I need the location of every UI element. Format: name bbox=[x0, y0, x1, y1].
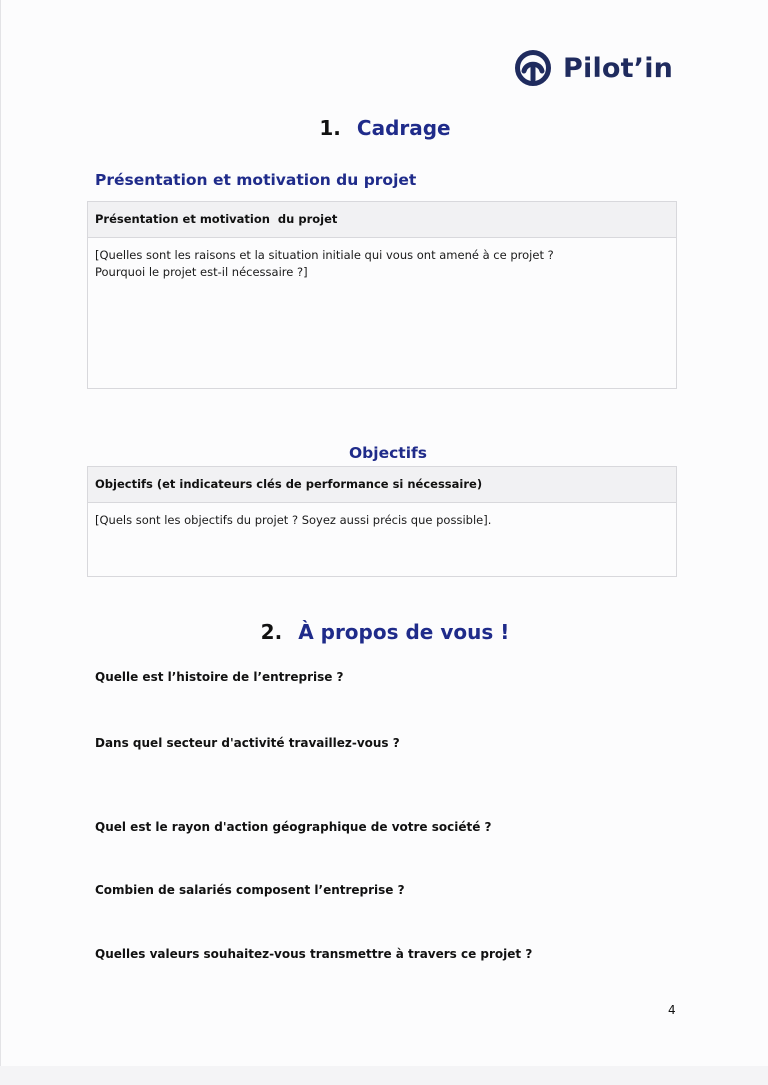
presentation-table-header: Présentation et motivation du projet bbox=[88, 202, 676, 238]
question-project-values: Quelles valeurs souhaitez-vous transmettre à travers ce projet ? bbox=[95, 947, 533, 961]
subsection-presentation-title: Présentation et motivation du projet bbox=[95, 171, 417, 189]
presentation-table bbox=[87, 201, 677, 389]
objectives-title: Objectifs bbox=[349, 444, 427, 462]
section-1-title: Cadrage bbox=[356, 116, 451, 140]
section-2-heading bbox=[1, 620, 768, 644]
pilotin-logo bbox=[513, 48, 673, 88]
page-number: 4 bbox=[668, 1003, 676, 1017]
presentation-body-line-1: [Quelles sont les raisons et la situation initiale qui vous ont amené à ce projet ? bbox=[95, 248, 554, 262]
pilotin-logo-icon bbox=[513, 48, 553, 88]
question-employee-count: Combien de salariés composent l’entreprise ? bbox=[95, 883, 405, 897]
question-company-history: Quelle est l’histoire de l’entreprise ? bbox=[95, 670, 344, 684]
presentation-table-body bbox=[88, 238, 676, 281]
section-1-number: 1. bbox=[319, 116, 341, 140]
objectives-table bbox=[87, 466, 677, 577]
question-business-sector: Dans quel secteur d'activité travaillez-vous ? bbox=[95, 736, 400, 750]
objectives-table-header: Objectifs (et indicateurs clés de performance si nécessaire) bbox=[88, 467, 676, 503]
section-1-heading bbox=[1, 116, 768, 140]
section-2-number: 2. bbox=[260, 620, 283, 644]
objectives-table-body: [Quels sont les objectifs du projet ? Soyez aussi précis que possible]. bbox=[95, 513, 492, 527]
question-geographic-reach: Quel est le rayon d'action géographique de votre société ? bbox=[95, 820, 492, 834]
logo-text: Pilot’in bbox=[563, 52, 674, 84]
section-2-title: À propos de vous ! bbox=[298, 620, 510, 644]
presentation-body-line-2: Pourquoi le projet est-il nécessaire ?] bbox=[95, 265, 308, 279]
